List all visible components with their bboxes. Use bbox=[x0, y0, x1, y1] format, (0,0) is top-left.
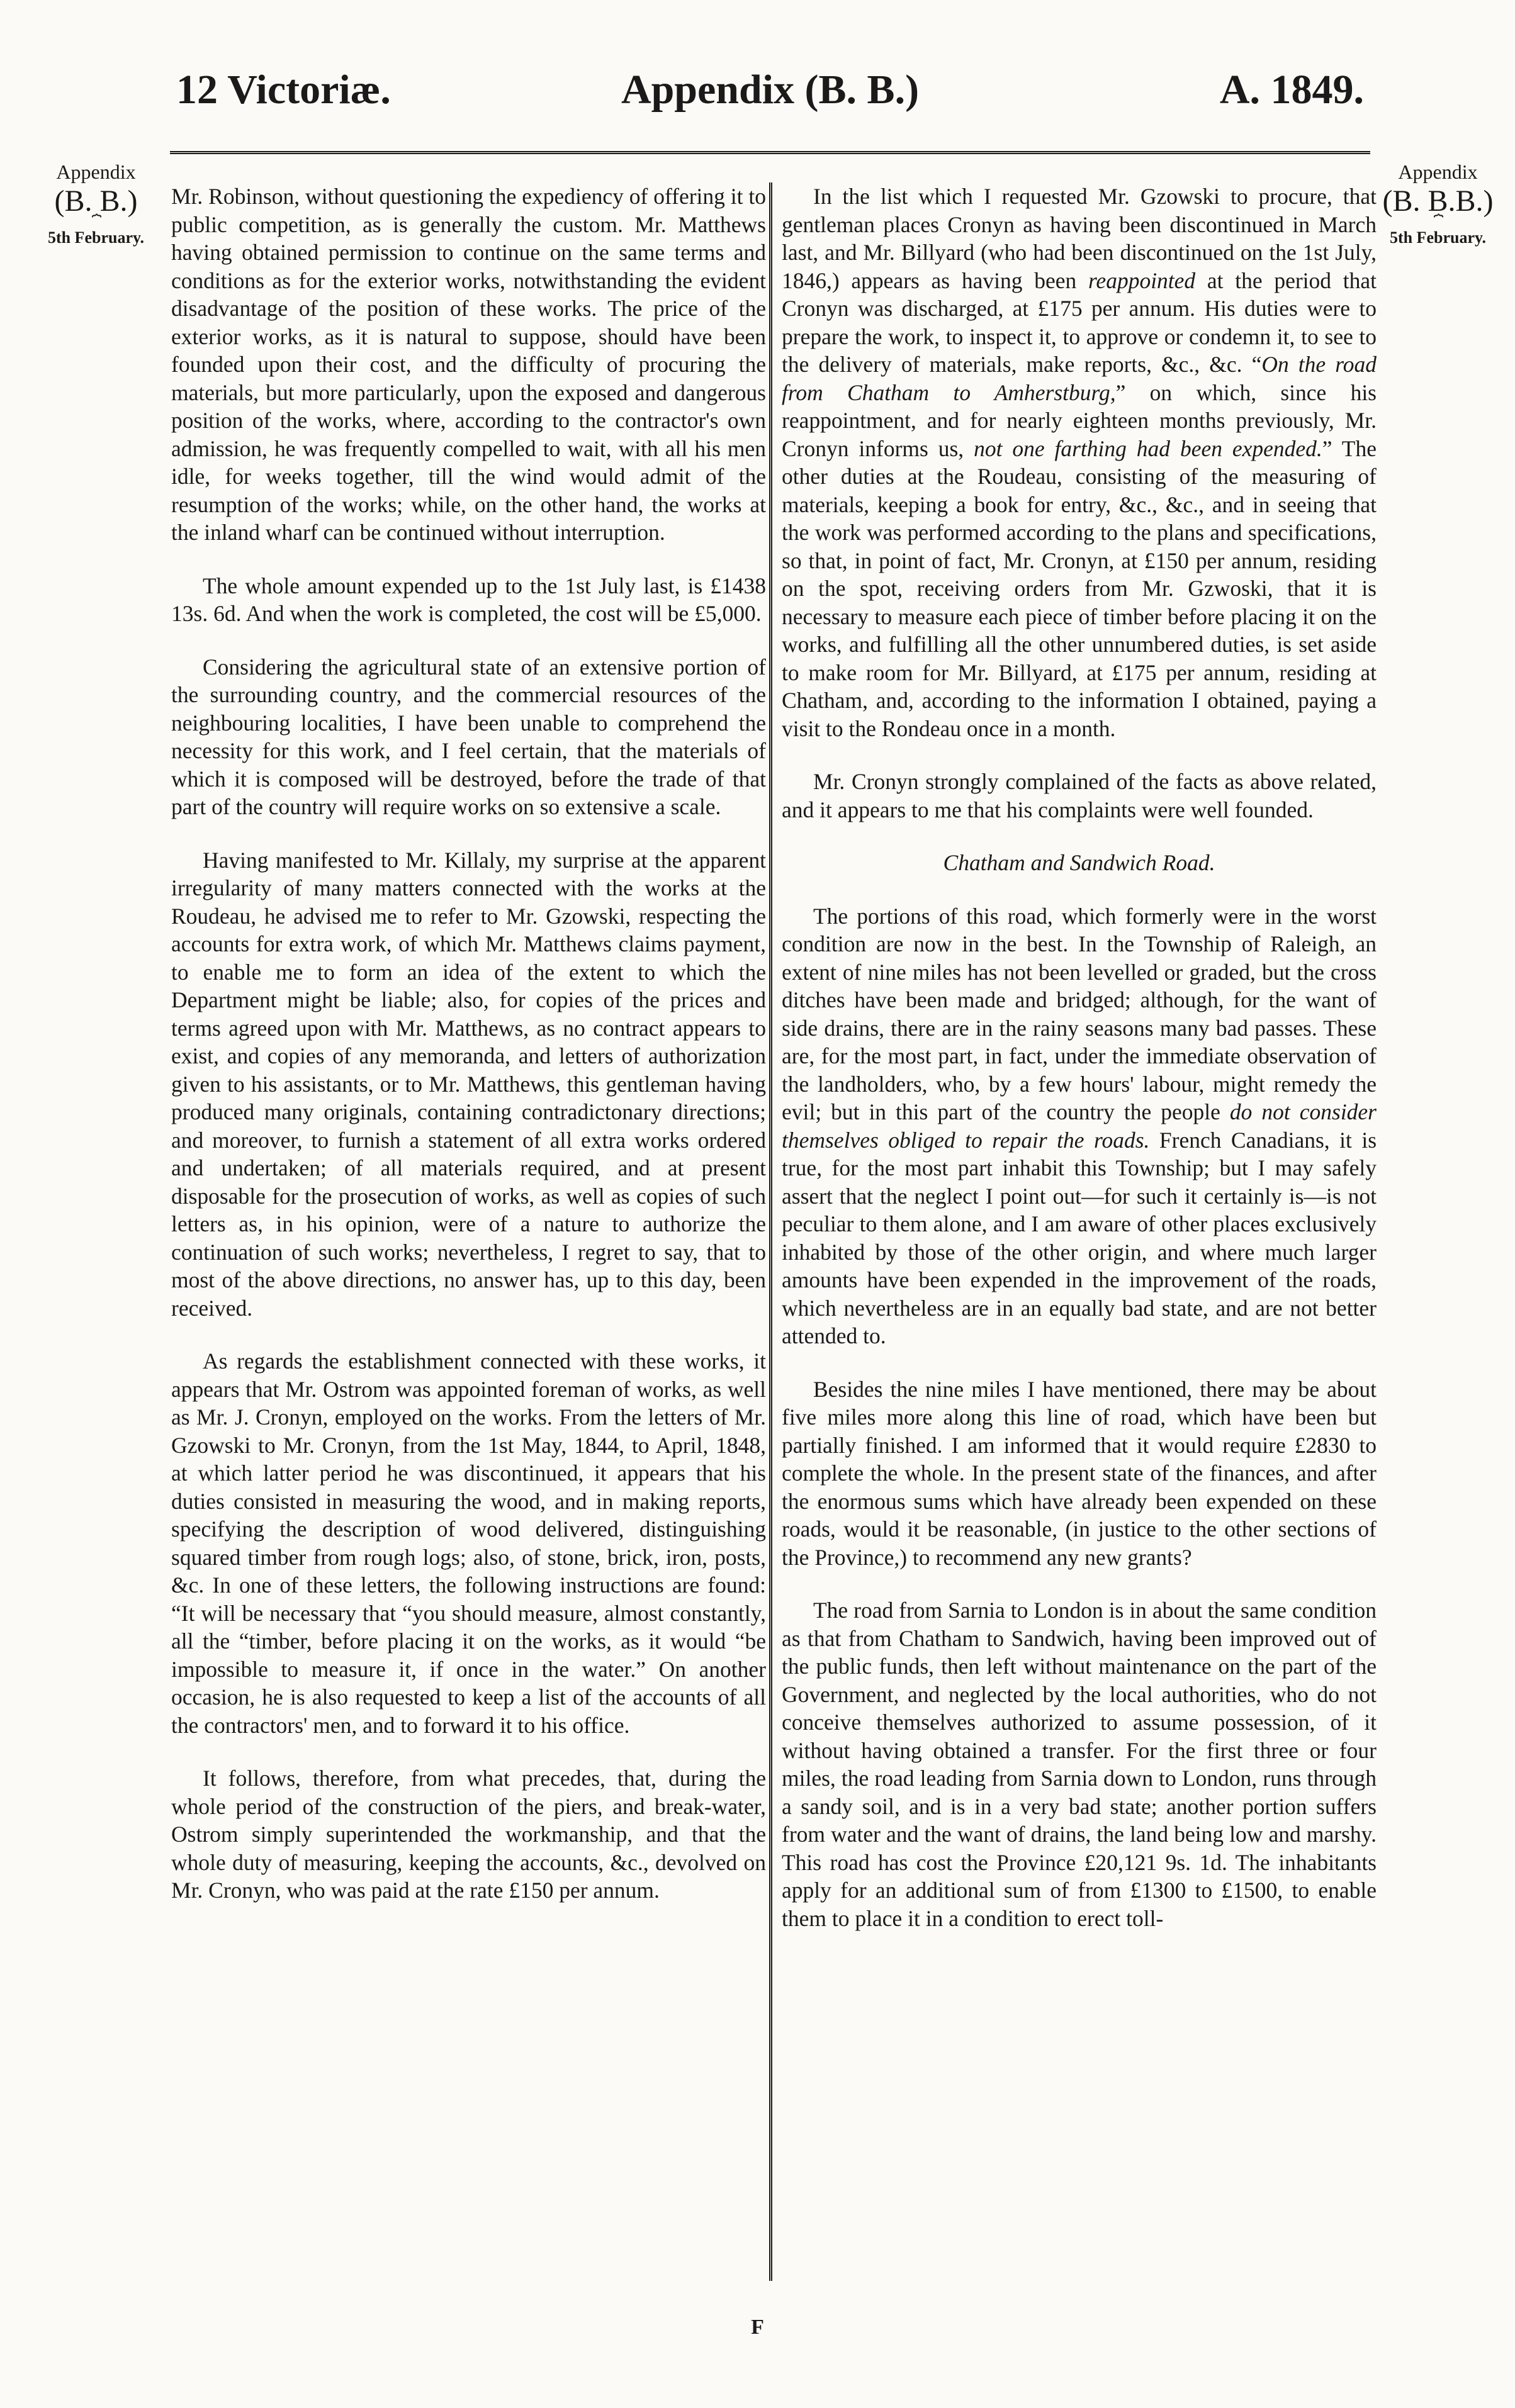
header-appendix-title: Appendix (B. B.) bbox=[621, 67, 920, 113]
left-margin-note bbox=[25, 160, 167, 247]
margin-date: 5th February. bbox=[1389, 228, 1487, 247]
text-run: ” on which, since his reappointment, and for nearly eighteen months previously, Mr. Cronyn informs us, bbox=[782, 379, 1377, 461]
paragraph: Mr. Robinson, without questioning the expediency of offering it to public competition, as is generally the custom. Mr. Matthews having obtained permission to continue on the same terms and conditions as for the exterior works, notwithstanding the evident disadvantage of the position of these works. The price of the exterior works, as it is natural to suppose, should have been founded upon their cost, and the difficulty of procuring the materials, but more particularly, upon the exposed and dangerous position of the works, where, according to the contractor's own admission, he was frequently compelled to wait, with all his men idle, for weeks together, till the wind would admit of the resumption of the works; while, on the other hand, the works at the inland wharf can be continued without interruption. bbox=[171, 184, 766, 545]
emphasis: not one farthing had been expended. bbox=[974, 435, 1322, 461]
text-run: The portions of this road, which formerly were in the worst condition are now in the best. In the Township of Raleigh, an extent of nine miles has not been levelled or graded, but the cross ditches have been made and bridged; although, for the want of side drains, there are in the rainy seasons many bad passes. These are, for the most part, in fact, under the immediate observation of the landholders, who, by a few hours' labour, might remedy the evil; but in this part of the country the people bbox=[782, 903, 1377, 1124]
paragraph: Mr. Cronyn strongly complained of the facts as above related, and it appears to me that his complaints were well founded. bbox=[782, 769, 1377, 822]
margin-brace: ⏞ bbox=[1433, 213, 1443, 232]
text-run: ” The other duties at the Roudeau, consisting of the measuring of materials, keeping a book for entry, &c., &c., and in seeing that the work was performed according to the plans and specifications, so that, in point of fact, Mr. Cronyn, at £150 per annum, residing on the spot, receiving orders from Mr. Gzwoski, that it is necessary to measure each piece of timber before placing it on the works, and fulfilling all the other unnumbered duties, is set aside to make room for Mr. Billyard, at £175 per annum, residing at Chatham, and, according to the information I obtained, paying a visit to the Rondeau once in a month. bbox=[782, 435, 1377, 741]
header-double-rule bbox=[170, 151, 1370, 154]
paragraph: It follows, therefore, from what precedes, that, during the whole period of the construction of the piers, and break-water, Ostrom simply superintended the workmanship, and that the whole duty of measuring, keeping the accounts, &c., devolved on Mr. Cronyn, who was paid at the rate £150 per annum. bbox=[171, 1766, 766, 1903]
section-heading: Chatham and Sandwich Road. bbox=[943, 850, 1215, 875]
text-run: French Canadians, it is true, for the most part inhabit this Township; but I may safely assert that the neglect I point out—for such it certainly is—is not peculiar to them alone, and I am aware of other places exclusively inhabited by those of the other origin, and where much larger amounts have been expended in the improvement of the roads, which nevertheless are in an equally bad state, and are not better attended to. bbox=[782, 1127, 1377, 1348]
paragraph: The whole amount expended up to the 1st July last, is £1438 13s. 6d. And when the work is completed, the cost will be £5,000. bbox=[171, 573, 766, 626]
header-year: A. 1849. bbox=[1219, 67, 1364, 113]
margin-brace: ⏞ bbox=[91, 213, 101, 232]
paragraph: Having manifested to Mr. Killaly, my surprise at the apparent irregularity of many matters connected with the works at the Roudeau, he advised me to refer to Mr. Gzowski, respecting the accounts for extra work, of which Mr. Matthews claims payment, to enable me to form an idea of the extent to which the Department might be liable; also, for copies of the prices and terms agreed upon with Mr. Matthews, as no contract appears to exist, and copies of any memoranda, and letters of authorization given to his assistants, or to Mr. Matthews, this gentleman having produced many originals, containing contradictonary directions; and moreover, to furnish a statement of all extra works ordered and undertaken; of all materials required, and at present disposable for the prosecution of works, as well as copies of such letters as, in his opinion, were of a nature to authorize the continuation of such works; nevertheless, I regret to say, that to most of the above directions, no answer has, up to this day, been received. bbox=[171, 847, 766, 1321]
paragraph bbox=[782, 182, 1377, 742]
right-margin-note bbox=[1367, 160, 1509, 247]
margin-appendix-label: Appendix bbox=[1398, 160, 1478, 183]
paragraph bbox=[782, 902, 1377, 1350]
margin-appendix-label: Appendix bbox=[56, 160, 136, 183]
margin-appendix-code: (B. B.B.) bbox=[1382, 184, 1494, 218]
margin-appendix-code: (B. B.) bbox=[54, 184, 138, 218]
emphasis: reappointed bbox=[1088, 267, 1196, 293]
page-header bbox=[170, 66, 1370, 135]
emphasis: do not consider themselves obliged to repair the roads. bbox=[782, 1099, 1377, 1153]
column-divider bbox=[769, 182, 772, 2281]
text-run: In the list which I requested Mr. Gzowski to procure, that gentleman places Cronyn as having been discontinued in March last, and Mr. Billyard (who had been discontinued on the 1st July, 1846,) appears as having been bbox=[782, 184, 1377, 293]
left-column bbox=[171, 182, 766, 1930]
header-session: 12 Victoriæ. bbox=[176, 67, 391, 113]
right-column bbox=[782, 182, 1377, 1957]
emphasis: On the road from Chatham to Amherstburg, bbox=[782, 352, 1377, 405]
paragraph: Considering the agricultural state of an extensive portion of the surrounding country, and the commercial resources of the neighbouring localities, I have been unable to comprehend the necessity for this work, and I feel certain, that the materials of which it is composed will be destroyed, before the trade of that part of the country will require works on so extensive a scale. bbox=[171, 654, 766, 819]
paragraph: As regards the establishment connected with these works, it appears that Mr. Ostrom was appointed foreman of works, as well as Mr. J. Cronyn, employed on the works. From the letters of Mr. Gzowski to Mr. Cronyn, from the 1st May, 1844, to April, 1848, at which latter period he was discontinued, it appears that his duties consisted in measuring the wood, and in making reports, specifying the description of wood delivered, distinguishing squared timber from rough logs; also, of stone, brick, iron, posts, &c. In one of these letters, the following instructions are found: “It will be necessary that “you should measure, almost constantly, all the “timber, before placing it on the works, as it would “be impossible to measure it, if once in the water.” On another occasion, he is also requested to keep a list of the accounts of all the contractors' men, and to forward it to his office. bbox=[171, 1348, 766, 1738]
page-signature: F bbox=[751, 2316, 764, 2339]
margin-date: 5th February. bbox=[47, 228, 145, 247]
text-run: at the period that Cronyn was discharged, at £175 per annum. His duties were to prepare the work, to inspect it, to approve or condemn it, to see to the delivery of materials, make reports, &c., &c. “ bbox=[782, 267, 1377, 377]
paragraph: Besides the nine miles I have mentioned, there may be about five miles more along this line of road, which have been but partially finished. I am informed that it would require £2830 to complete the whole. In the present state of the finances, and after the enormous sums which have already been expended on these roads, would it be reasonable, (in justice to the other sections of the Province,) to recommend any new grants? bbox=[782, 1376, 1377, 1570]
paragraph: The road from Sarnia to London is in about the same condition as that from Chatham to Sandwich, having been improved out of the public funds, then left without maintenance on the part of the Government, and neglected by the local authorities, who do not conceive themselves authorized to assume possession, of it without having obtained a transfer. For the first three or four miles, the road leading from Sarnia down to London, runs through a sandy soil, and is in a very bad state; another portion suffers from water and the want of drains, the land being low and marshy. This road has cost the Province £20,121 9s. 1d. The inhabitants apply for an additional sum of from £1300 to £1500, to enable them to place it in a condition to erect toll- bbox=[782, 1598, 1377, 1931]
